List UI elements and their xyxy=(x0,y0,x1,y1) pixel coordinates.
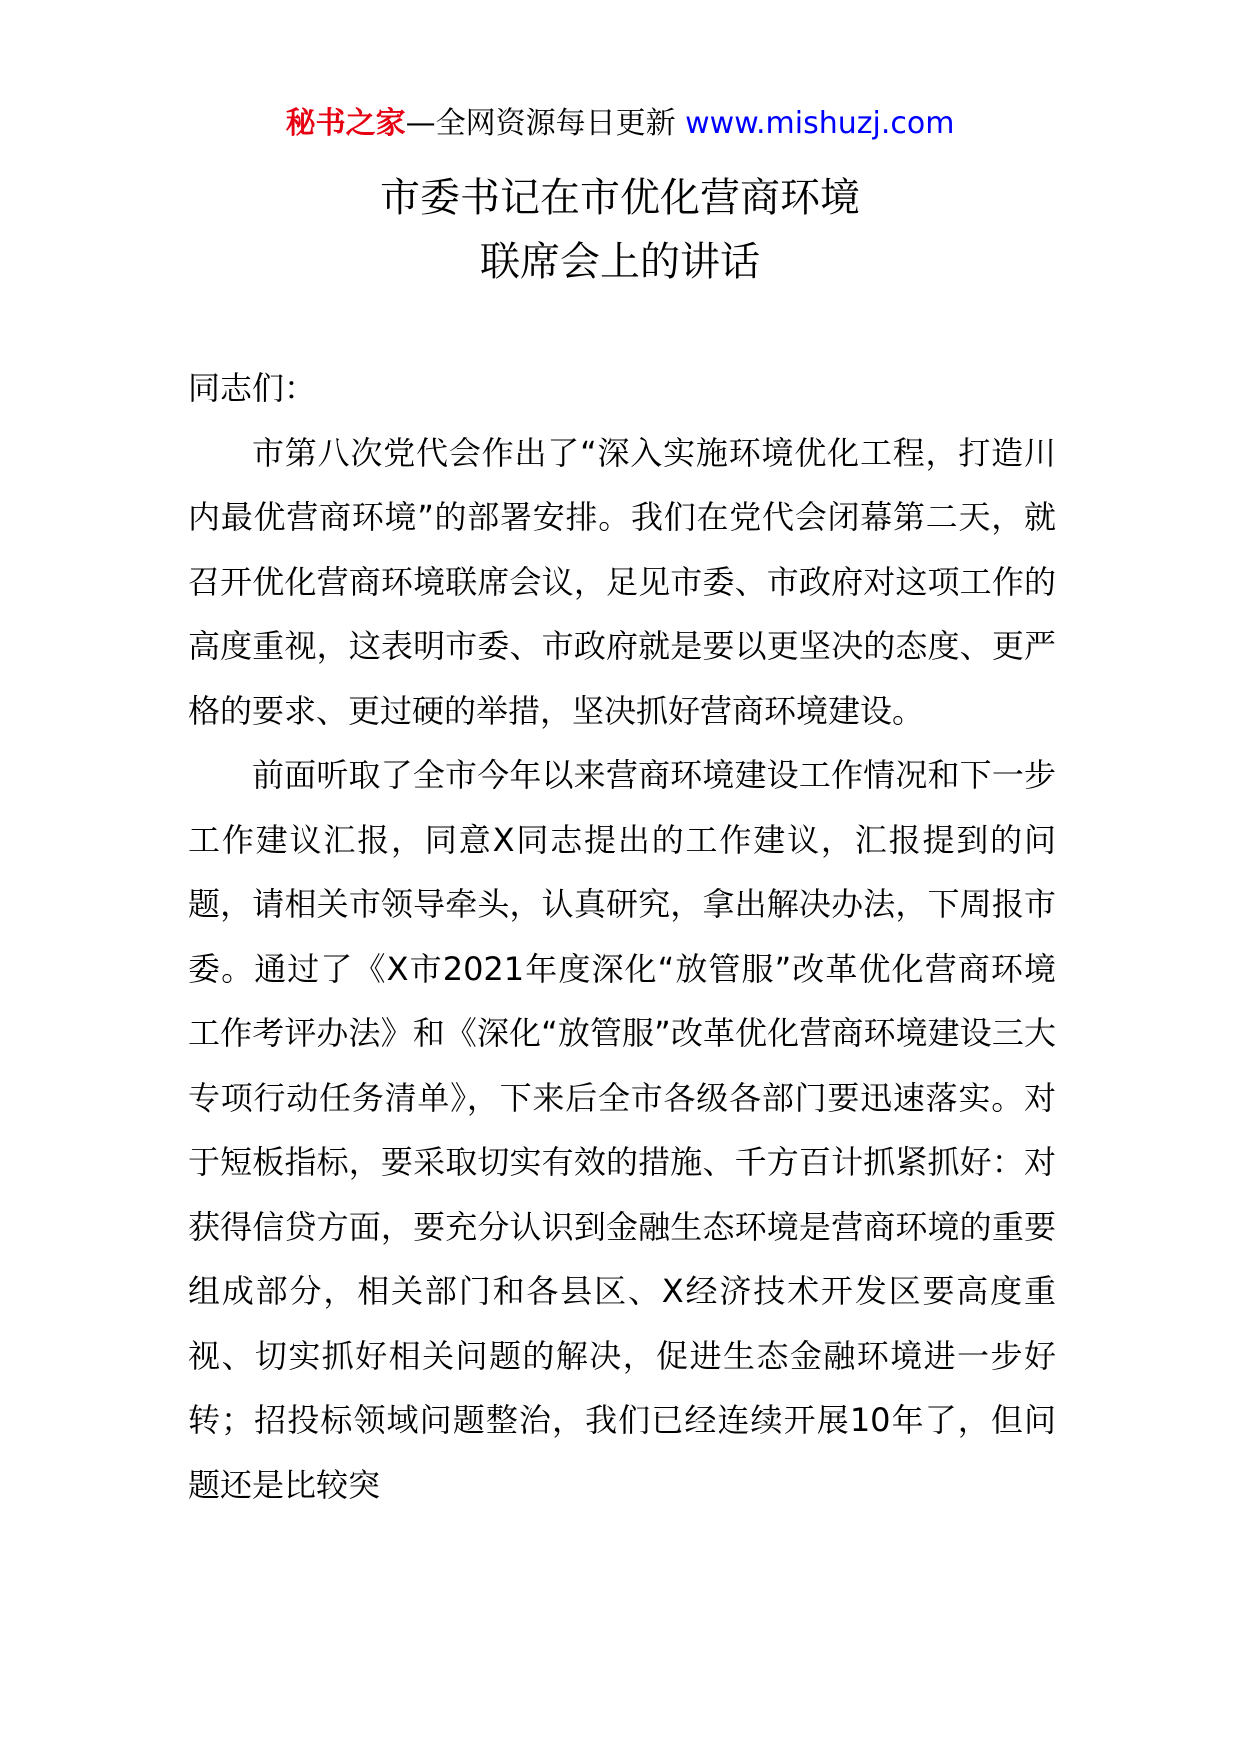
paragraph-1: 市第八次党代会作出了“深入实施环境优化工程，打造川内最优营商环境”的部署安排。我们在党代会闭幕第二天，就召开优化营商环境联席会议，足见市委、市政府对这项工作的高度重视，这表明市委、市政府就是要以更坚决的态度、更严格的要求、更过硬的举措，坚决抓好营商环境建设。 xyxy=(188,433,1056,730)
site-url-link[interactable]: www.mishuzj.com xyxy=(685,106,955,141)
title-line-1: 市委书记在市优化营商环境 xyxy=(380,175,860,221)
salutation: 同志们： xyxy=(188,369,317,407)
document-title xyxy=(0,166,1240,294)
title-line-2: 联席会上的讲话 xyxy=(480,239,760,285)
brand-name: 秘书之家 xyxy=(285,106,406,141)
site-header xyxy=(0,102,1240,146)
site-tagline: —全网资源每日更新 xyxy=(405,106,686,141)
paragraph-2: 前面听取了全市今年以来营商环境建设工作情况和下一步工作建议汇报，同意X同志提出的工作建议，汇报提到的问题，请相关市领导牵头，认真研究，拿出解决办法，下周报市委。通过了《X市2021年度深化“放管服”改革优化营商环境工作考评办法》和《深化“放管服”改革优化营商环境建设三大专项行动任务清单》，下来后全市各级各部门要迅速落实。对于短板指标，要采取切实有效的措施、千方百计抓紧抓好：对获得信贷方面，要充分认识到金融生态环境是营商环境的重要组成部分，相关部门和各县区、X经济技术开发区要高度重视、切实抓好相关问题的解决，促进生态金融环境进一步好转；招投标领域问题整治，我们已经连续开展10年了，但问题还是比较突 xyxy=(188,756,1056,1504)
document-body xyxy=(188,356,1056,1517)
